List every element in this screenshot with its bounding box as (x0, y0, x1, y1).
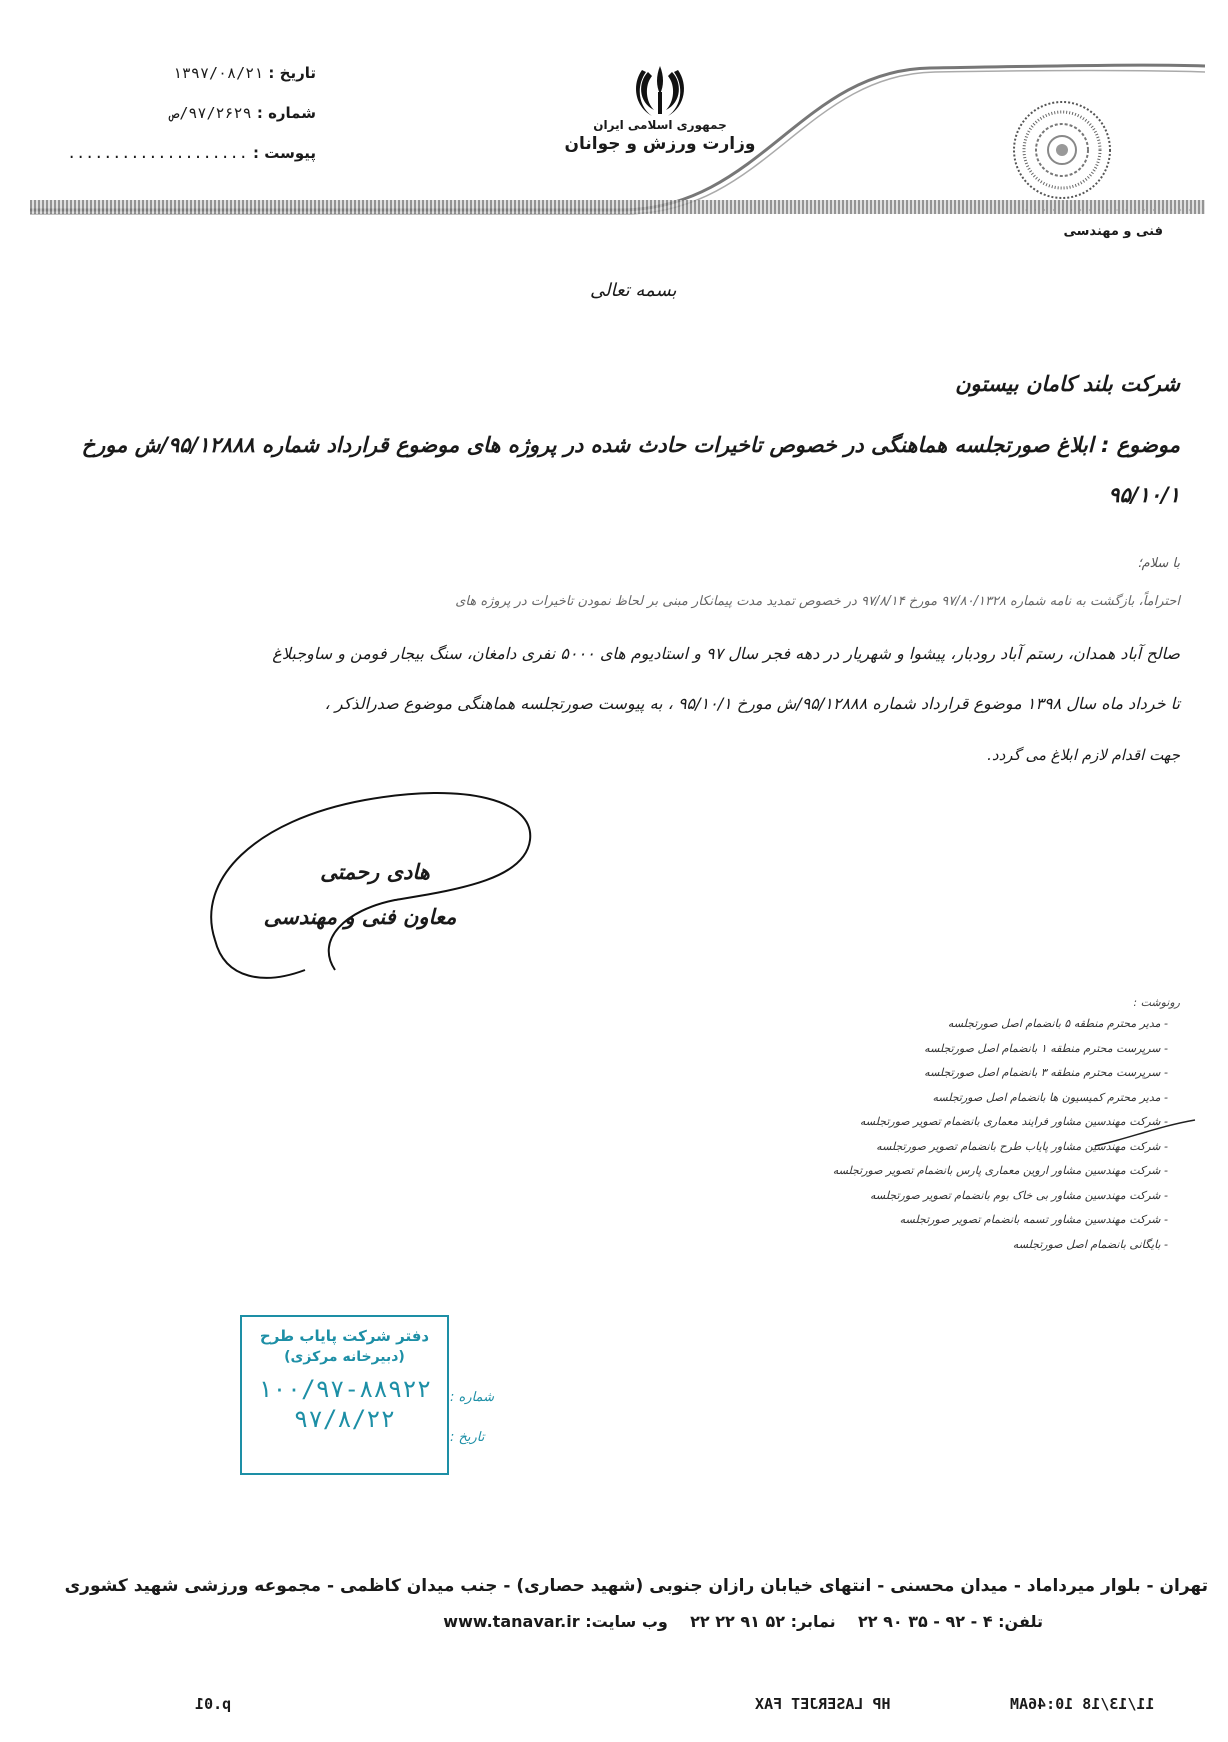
cc-item: - شرکت مهندسین مشاور بی خاک بوم بانضمام تصویر صورتجلسه (748, 1184, 1168, 1209)
fax-device: HP LASERJET FAX (755, 1695, 891, 1713)
cc-title: رونوشت : (1133, 996, 1180, 1009)
fax-time: 11/13/18 10:46AM (1010, 1695, 1155, 1713)
signature-scribble (195, 780, 555, 990)
cc-item: - شرکت مهندسین مشاور پایاب طرح بانضمام تصویر صورتجلسه (748, 1135, 1168, 1160)
stamp-date-label: تاریخ : (450, 1430, 485, 1445)
signer-title: معاون فنی و مهندسی (263, 905, 457, 929)
cc-item: - شرکت مهندسین مشاور تسمه بانضمام تصویر صورتجلسه (748, 1208, 1168, 1233)
attachment-row (67, 144, 316, 162)
cc-check-mark (1090, 1118, 1200, 1148)
body-line-4: جهت اقدام لازم ابلاغ می گردد. (987, 746, 1180, 764)
attachment-value: .................... (67, 144, 248, 162)
cc-item: - سرپرست محترم منطقه ۱ بانضمام اصل صورتجلسه (748, 1037, 1168, 1062)
footer-address: تهران - بلوار میرداماد - میدان محسنی - انتهای خیابان رازان جنوبی (شهید حصاری) - جنب میدان کاظمی - مجموعه ورزشی شهید کشوری (64, 1576, 1208, 1596)
footer-website-label: وب سایت: (585, 1612, 668, 1631)
fax-page: p.01 (195, 1695, 232, 1713)
cc-item: - مدیر محترم منطقه ۵ بانضمام اصل صورتجلسه (748, 1012, 1168, 1037)
body-line-3: تا خرداد ماه سال ۱۳۹۸ موضوع قرارداد شماره ۹۵/۱۲۸۸۸/ش مورخ ۹۵/۱۰/۱ ، به پیوست صورتجلسه هماهنگی موضوع صدرالذکر ، (324, 694, 1180, 713)
iran-emblem-icon (630, 62, 690, 120)
ministry-country: جمهوری اسلامی ایران (593, 118, 727, 132)
recipient-name: شرکت بلند کامان بیستون (955, 372, 1180, 396)
body-line-2: صالح آباد همدان، رستم آباد رودبار، پیشوا و شهریار در دهه فجر سال ۹۷ و استادیوم های ۵۰۰۰ نفری دامغان، سنگ بیجار فومن و ساوجبلاغ (272, 644, 1180, 663)
stamp-company: دفتر شرکت پایاب طرح (259, 1327, 430, 1345)
body-line-1: احتراماً، بازگشت به نامه شماره ۹۷/۸۰/۱۳۲۸ مورخ ۹۷/۸/۱۴ در خصوص تمدید مدت پیمانکار مبنی بر لحاظ نمودن تاخیرات در پروژه های (455, 594, 1180, 609)
number-row (170, 104, 316, 122)
stamp-date: ۹۷/۸/۲۲ (293, 1405, 396, 1433)
letter-subject: موضوع : ابلاغ صورتجلسه هماهنگی در خصوص تاخیرات حادث شده در پروژه های موضوع قرارداد شماره ۹۵/۱۲۸۸۸/ش مورخ ۹۵/۱۰/۱ (81, 433, 1180, 507)
cc-item: - شرکت مهندسین مشاور اروین معماری پارس بانضمام تصویر صورتجلسه (748, 1159, 1168, 1184)
stamp-office: (دبیرخانه مرکزی) (284, 1349, 405, 1365)
date-label: تاریخ : (268, 64, 316, 82)
cc-item: - مدیر محترم کمیسیون ها بانضمام اصل صورتجلسه (748, 1086, 1168, 1111)
cc-item: - بایگانی بانضمام اصل صورتجلسه (748, 1233, 1168, 1258)
stamp-number: ۱۰۰/۹۷-۸۸۹۲۲ (257, 1375, 432, 1403)
stamp-number-label: شماره : (450, 1390, 494, 1405)
ministry-heading (545, 118, 775, 154)
footer-contact (425, 1612, 1043, 1631)
attachment-label: پیوست : (252, 144, 316, 162)
ministry-name: وزارت ورزش و جوانان (564, 134, 756, 154)
greeting: با سلام؛ (1137, 556, 1180, 571)
date-value: ۱۳۹۷/۰۸/۲۱ (172, 64, 264, 82)
footer-phone: تلفن: ۴ - ۹۲ - ۳۵ ۹۰ ۲۲ (857, 1612, 1043, 1631)
receipt-stamp (240, 1315, 449, 1475)
signer-name: هادی رحمتی (320, 860, 430, 884)
department-name: فنی و مهندسی (1063, 224, 1163, 239)
date-row (173, 64, 316, 82)
bismillah-heading: بسمه تعالی (590, 280, 677, 301)
logo-caption-dots: · · · · · · · · · · · · · · · · · · · (1024, 206, 1193, 215)
number-label: شماره : (256, 104, 316, 122)
number-value: ۹۷/۲۶۲۹/ص (170, 104, 252, 122)
cc-item: - سرپرست محترم منطقه ۳ بانضمام اصل صورتجلسه (748, 1061, 1168, 1086)
footer-website: www.tanavar.ir (443, 1612, 580, 1631)
cc-item: - شرکت مهندسین مشاور فرایند معماری بانضمام تصویر صورتجلسه (748, 1110, 1168, 1135)
organization-logo-icon (1010, 98, 1115, 203)
footer-fax: نمابر: ۵۲ ۹۱ ۲۲ ۲۲ (690, 1612, 836, 1631)
